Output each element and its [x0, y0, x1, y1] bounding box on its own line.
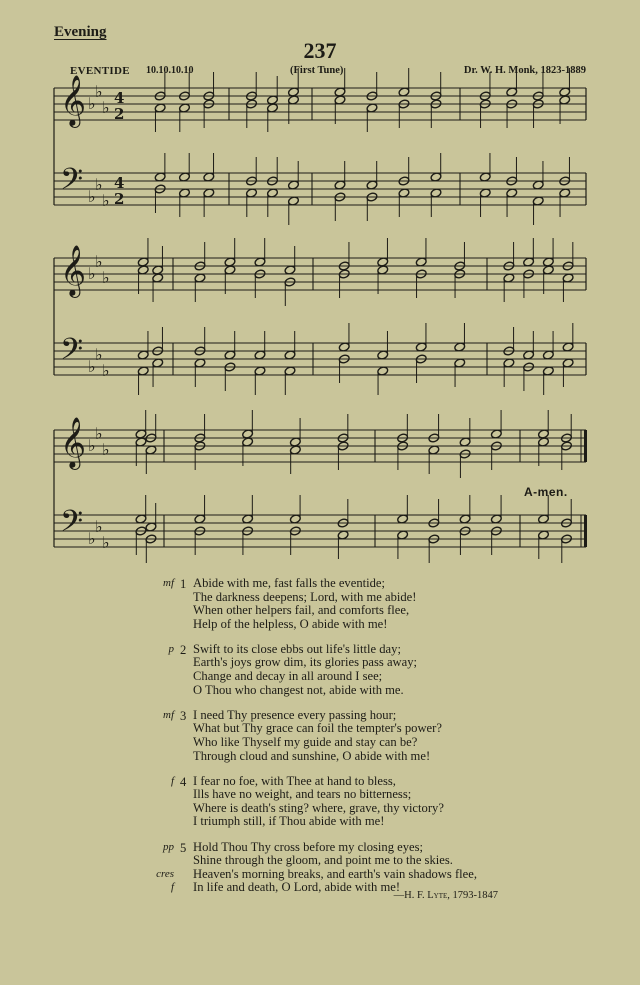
time-signature-top: 4	[114, 174, 125, 192]
bass-clef: 𝄢	[60, 505, 84, 546]
composer: Dr. W. H. Monk, 1823-1889	[463, 65, 586, 76]
verse-number: 5	[180, 840, 187, 855]
verse-line: Where is death's sting? where, grave, thy victory?	[193, 800, 444, 815]
flat-sign: ♭	[95, 517, 103, 536]
verse	[0, 577, 640, 631]
flat-sign: ♭	[88, 436, 96, 455]
time-signature-top: 4	[114, 89, 125, 107]
flat-sign: ♭	[102, 191, 110, 210]
flat-sign: ♭	[88, 357, 96, 376]
flat-sign: ♭	[95, 175, 103, 194]
final-barline	[584, 515, 587, 547]
verse-line: I triumph still, if Thou abide with me!	[193, 814, 385, 829]
final-barline	[584, 430, 587, 462]
verse-line: I fear no foe, with Thee at hand to bless,	[193, 773, 396, 788]
meter: 10.10.10.10	[146, 65, 194, 76]
line-dynamic: cres	[156, 867, 174, 880]
verses-block	[0, 577, 640, 906]
verse-line: Earth's joys grow dim, its glories pass away;	[193, 655, 418, 670]
flat-sign: ♭	[102, 440, 110, 459]
treble-clef: 𝄞	[60, 75, 87, 126]
flat-sign: ♭	[95, 82, 103, 101]
flat-sign: ♭	[88, 94, 96, 113]
author-attribution: —H. F. Lyte, 1793-1847	[393, 890, 498, 901]
verse-number: 2	[180, 642, 187, 657]
verse-line: When other helpers fail, and comforts flee,	[193, 603, 410, 618]
verse-line: Help of the helpless, O abide with me!	[193, 616, 388, 631]
verse-dynamic: mf	[163, 708, 174, 721]
verse-line: Through cloud and sunshine, O abide with me!	[193, 748, 431, 763]
flat-sign: ♭	[88, 187, 96, 206]
tune-name: EVENTIDE	[70, 65, 130, 77]
time-signature-bottom: 2	[114, 190, 125, 208]
flat-sign: ♭	[95, 424, 103, 443]
verse-line: O Thou who changest not, abide with me.	[193, 682, 404, 697]
verse-line: Ills have no weight, and tears no bitterness;	[193, 787, 412, 802]
verse-line: Heaven's morning breaks, and earth's vain shadows flee,	[193, 866, 477, 881]
hymn-number: 237	[303, 38, 337, 63]
verse-line: I need Thy presence every passing hour;	[193, 707, 397, 722]
flat-sign: ♭	[102, 98, 110, 117]
verse-line: Shine through the gloom, and point me to the skies.	[193, 853, 453, 868]
verse-number: 1	[180, 577, 187, 591]
time-signature-bottom: 2	[114, 105, 125, 123]
verse-number: 4	[180, 774, 187, 789]
flat-sign: ♭	[88, 264, 96, 283]
verse-line: Change and decay in all around I see;	[193, 669, 383, 684]
flat-sign: ♭	[95, 252, 103, 271]
verse-dynamic: pp	[163, 840, 174, 853]
section-heading: Evening	[54, 24, 107, 40]
bass-clef: 𝄢	[60, 163, 84, 204]
verse-dynamic: mf	[163, 577, 174, 589]
verse-number: 3	[180, 708, 187, 723]
verse-line: Who like Thyself my guide and stay can be?	[193, 734, 418, 749]
tune-note: (First Tune)	[290, 65, 344, 76]
verse-dynamic: f	[170, 774, 174, 787]
verse-line: In life and death, O Lord, abide with me!	[193, 880, 401, 895]
verse-line: Abide with me, fast falls the eventide;	[193, 576, 385, 590]
verse-dynamic: p	[168, 642, 174, 655]
treble-clef: 𝄞	[60, 417, 87, 468]
verse	[0, 643, 640, 697]
bass-clef: 𝄢	[60, 333, 84, 374]
verse-line: Swift to its close ebbs out life's little day;	[193, 641, 401, 656]
verse-line: What but Thy grace can foil the tempter's power?	[193, 721, 442, 736]
flat-sign: ♭	[102, 361, 110, 380]
verse-line: Hold Thou Thy cross before my closing eyes;	[193, 839, 424, 854]
amen-text: A-men.	[524, 485, 568, 499]
verse	[0, 709, 640, 763]
flat-sign: ♭	[102, 533, 110, 552]
treble-clef: 𝄞	[60, 245, 87, 296]
verse-line: The darkness deepens; Lord, with me abide!	[193, 589, 417, 604]
verse	[0, 841, 640, 895]
flat-sign: ♭	[102, 268, 110, 287]
flat-sign: ♭	[88, 529, 96, 548]
line-dynamic: f	[170, 881, 174, 894]
verse	[0, 775, 640, 829]
flat-sign: ♭	[95, 345, 103, 364]
